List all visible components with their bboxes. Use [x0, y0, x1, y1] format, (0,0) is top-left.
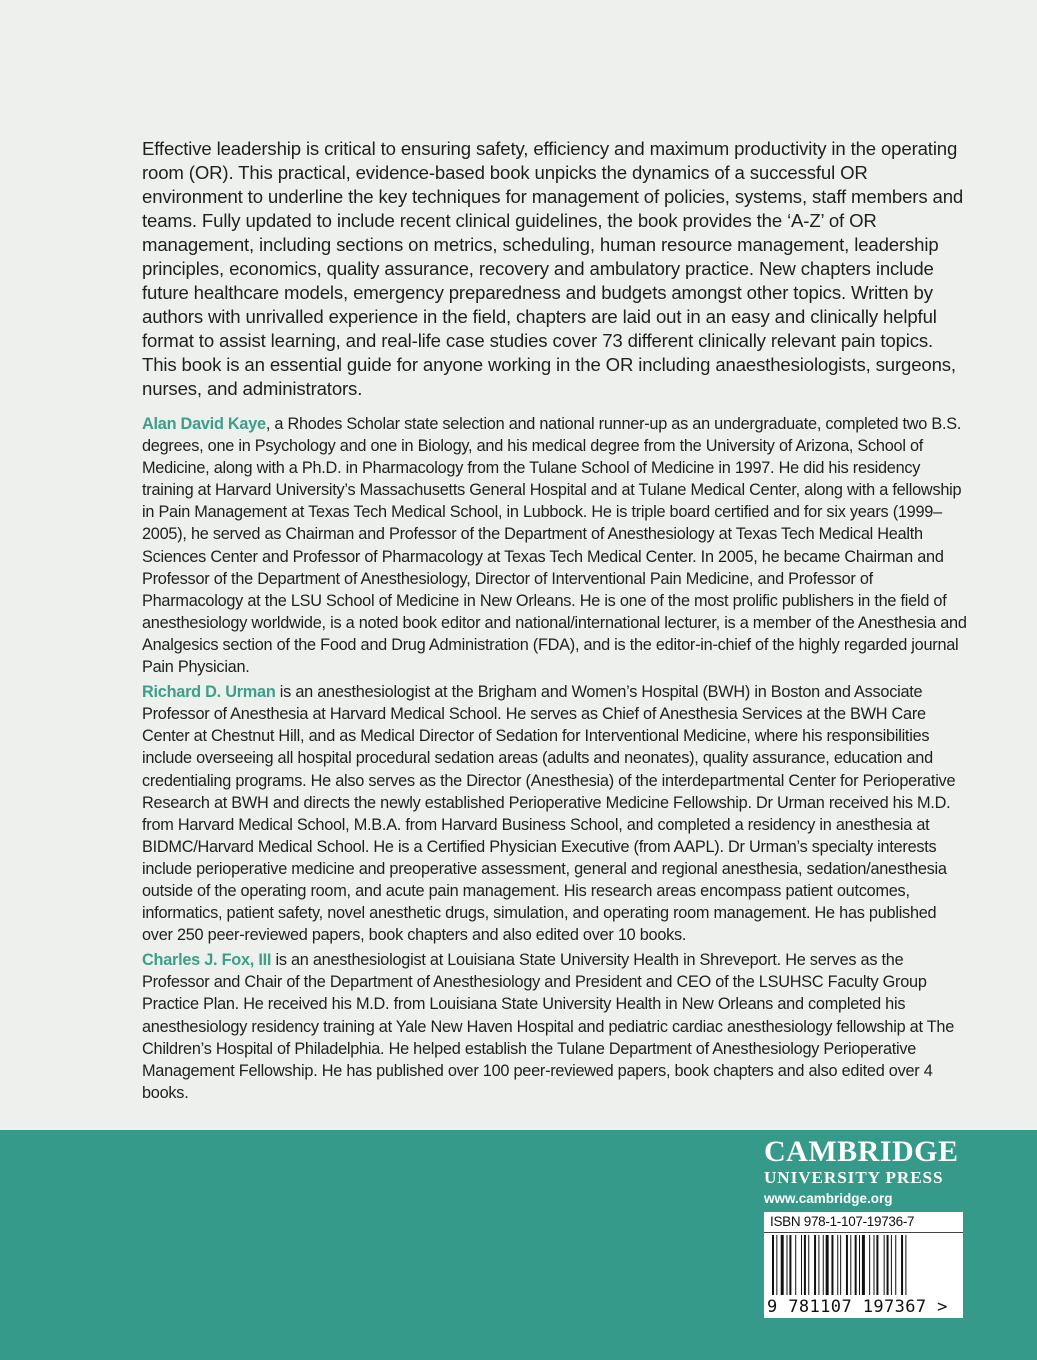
barcode-bar — [884, 1235, 885, 1295]
barcode-bar — [846, 1235, 848, 1295]
barcode-bar — [826, 1235, 829, 1295]
barcode-bar — [795, 1235, 796, 1295]
barcode-bar — [837, 1235, 838, 1295]
barcode-bar — [905, 1235, 906, 1295]
isbn-label: ISBN 978-1-107-19736-7 — [770, 1214, 915, 1229]
isbn-divider — [764, 1232, 963, 1233]
barcode-bar — [869, 1235, 870, 1295]
barcode-bar — [789, 1235, 791, 1295]
barcode-bar — [840, 1235, 841, 1295]
barcode-bar — [862, 1235, 865, 1295]
barcode-bar — [874, 1235, 875, 1295]
barcode-bar — [901, 1235, 903, 1295]
author-bio-fox — [142, 949, 967, 1104]
barcode-bar — [804, 1235, 806, 1295]
barcode-bar — [859, 1235, 860, 1295]
barcode-bar — [772, 1235, 774, 1295]
barcode-bar — [850, 1235, 851, 1295]
barcode-bar — [787, 1235, 788, 1295]
author-name: Alan David Kaye — [142, 415, 266, 433]
isbn-barcode-box — [764, 1212, 963, 1318]
barcode-bar — [801, 1235, 802, 1295]
author-bio-urman — [142, 681, 967, 946]
back-cover-text — [142, 137, 967, 1107]
barcode-bar — [776, 1235, 777, 1295]
isbn-digits: 9 781107 197367 > — [767, 1297, 948, 1317]
book-description: Effective leadership is critical to ensuring safety, efficiency and maximum productivity in the operating room (OR). This practical, evidence-based book unpicks the dynamics of a successful OR environment to underline the key techniques for management of policies, systems, staff members and teams. Fully updated to include recent clinical guidelines, the book provides the ‘A-Z’ of OR management, including sections on metrics, scheduling, human resource management, leadership principles, economics, quality assurance, recovery and ambulatory practice. New chapters include future healthcare models, emergency preparedness and budgets amongst other topics. Written by authors with unrivalled experience in the field, chapters are laid out in an easy and clinically helpful format to assist learning, and real-life case studies cover 73 different clinically relevant pain topics. This book is an essential guide for anyone working in the OR including anaesthesiologists, surgeons, nurses, and administrators. — [142, 138, 964, 399]
barcode-bar — [808, 1235, 809, 1295]
author-bio-text: is an anesthesiologist at Louisiana State University Health in Shreveport. He serves as the Professor and Chair of the Department of Anesthesiology and President and CEO of the LSUHSC Faculty Group Practice Plan. He received his M.D. from Louisiana State University Health in New Orleans and completed his anesthesiology residency training at Yale New Haven Hospital and pediatric cardiac anesthesiology fellowship at The Children’s Hospital of Philadelphia. He helped establish the Tulane Department of Anesthesiology Perioperative Management Fellowship. He has published over 100 peer-reviewed papers, book chapters and also edited over 4 books. — [142, 951, 955, 1102]
author-name: Richard D. Urman — [142, 683, 276, 702]
author-bio-text: , a Rhodes Scholar state selection and national runner-up as an undergraduate, completed two B.S. degrees, one in Psychology and one in Biology, and his medical degree from the University of Arizona, School of Medicine, along with a Ph.D. in Pharmacology from the Tulane School of Medicine in 1997. He did his residency training at Harvard University’s Massachusetts General Hospital and at Tulane Medical Center, along with a fellowship in Pain Management at Texas Tech Medical School, in Lubbock. He is triple board certified and for six years (1999–2005), he served as Chairman and Professor of the Department of Anesthesiology at Texas Tech Medical Health Sciences Center and Professor of Pharmacology at Texas Tech Medical Center. In 2005, he became Chairman and Professor of the Department of Anesthesiology, Director of Interventional Pain Medicine, and Professor of Pharmacology at the LSU School of Medicine in New Orleans. He is one of the most prolific publishers in the field of anesthesiology worldwide, is a noted book editor and national/international lecturer, is a member of the Anesthesia and Analgesics section of the Food and Drug Administration (FDA), and is the editor-in-chief of the highly regarded journal Pain Physician. — [142, 415, 967, 677]
publisher-subtitle: UNIVERSITY PRESS — [764, 1168, 944, 1187]
publisher-name: CAMBRIDGE — [764, 1135, 959, 1168]
barcode-bar — [818, 1235, 819, 1295]
barcode-bar — [891, 1235, 892, 1295]
author-bio-kaye — [142, 413, 967, 678]
barcode-bar — [781, 1235, 784, 1295]
barcode-bar — [814, 1235, 816, 1295]
barcode-bar — [876, 1235, 878, 1295]
barcode-bar — [855, 1235, 857, 1295]
publisher-logo — [764, 1136, 964, 1206]
barcode-bar — [895, 1235, 896, 1295]
barcode-bar — [831, 1235, 833, 1295]
author-name: Charles J. Fox, III — [142, 951, 272, 970]
barcode-bar — [887, 1235, 889, 1295]
publisher-url: www.cambridge.org — [764, 1191, 893, 1206]
author-bio-text: is an anesthesiologist at the Brigham and Women’s Hospital (BWH) in Boston and Associate Professor of Anesthesia at Harvard Medical School. He serves as Chief of Anesthesia Services at the BWH Care Center at Chestnut Hill, and as Medical Director of Sedation for Interventional Medicine, where his responsibilities include overseeing all hospital procedural sedation areas (adults and neonates), quality assurance, education and credentialing programs. He also serves as the Director (Anesthesia) of the interdepartmental Center for Perioperative Research at BWH and directs the newly established Perioperative Medicine Fellowship. Dr Urman received his M.D. from Harvard Medical School, M.B.A. from Harvard Business School, and completed a residency in anesthesia at BIDMC/Harvard Medical School. He is a Certified Physician Executive (from AAPL). Dr Urman’s specialty interests include perioperative medicine and preoperative assessment, general and regional anesthesia, sedation/anesthesia outside of the operating room, and acute pain management. His research areas encompass patient outcomes, informatics, patient safety, novel anesthetic drugs, simulation, and operating room management. He has published over 250 peer-reviewed papers, book chapters and also edited over 10 books. — [142, 683, 956, 945]
barcode-icon — [770, 1235, 957, 1297]
barcode-bar — [823, 1235, 824, 1295]
